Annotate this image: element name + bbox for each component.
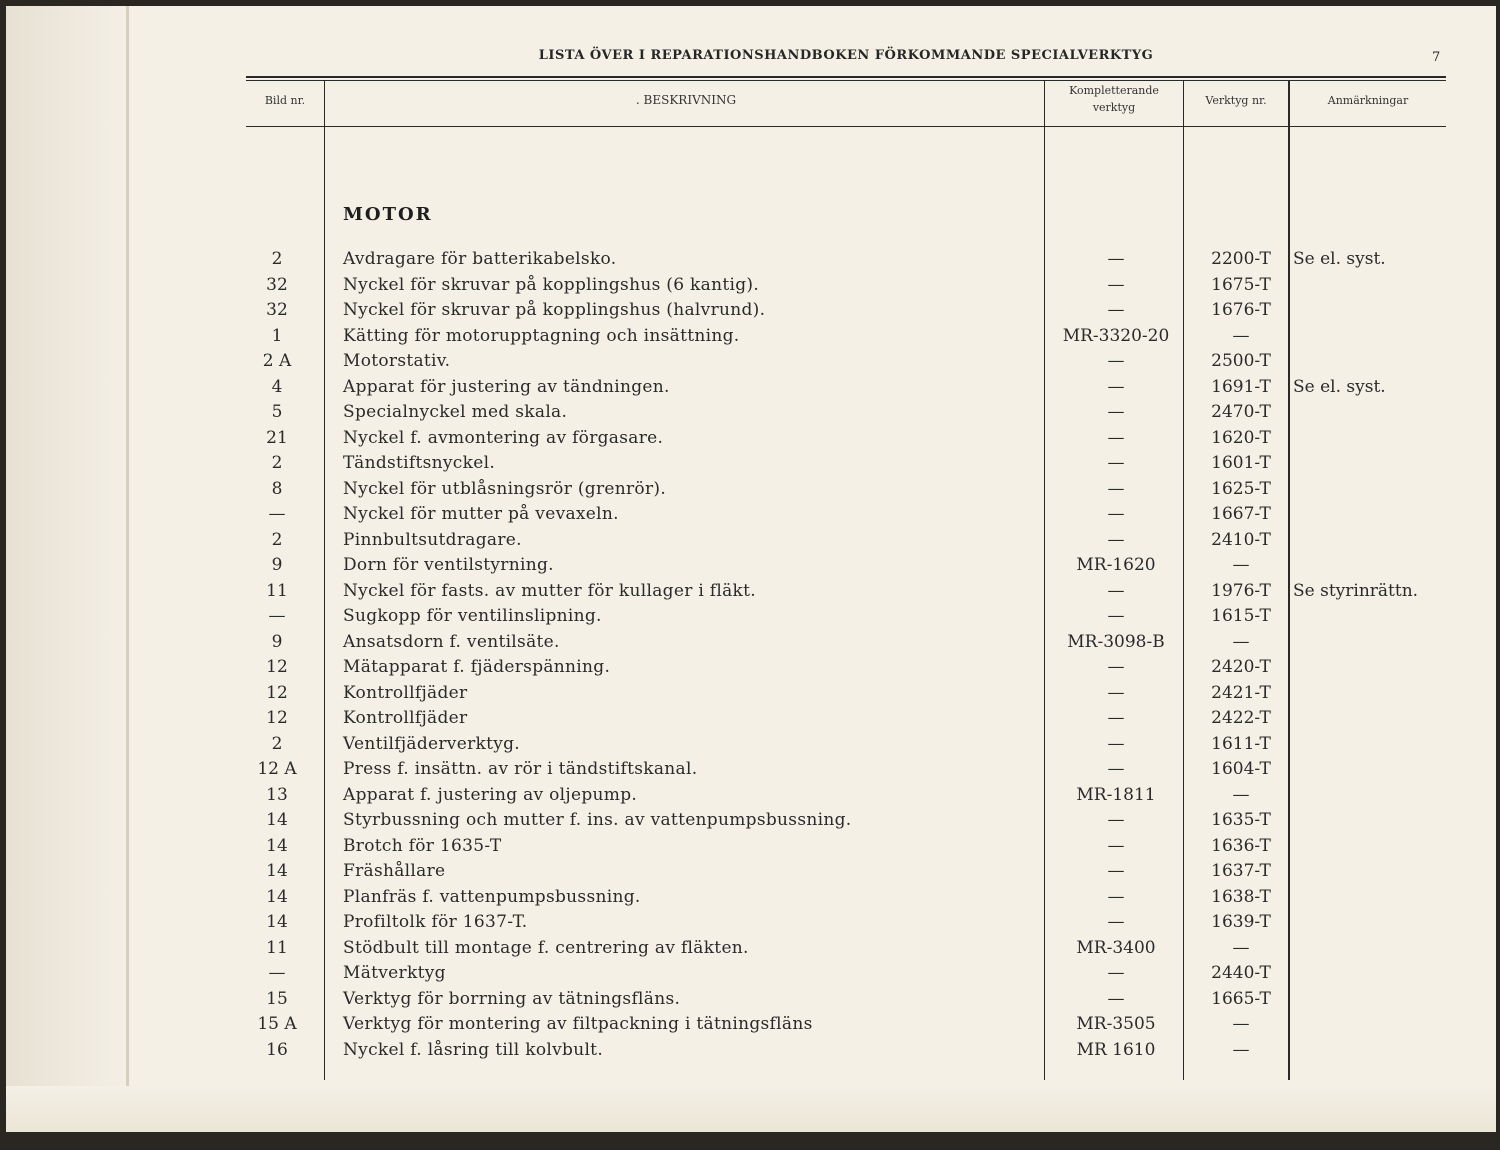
- table-row: [6, 555, 1496, 580]
- cell-anmarkning: Se el. syst.: [1293, 376, 1386, 397]
- table-row: [6, 836, 1496, 861]
- cell-verktyg-nr: 2440-T: [1211, 963, 1271, 983]
- cell-beskrivning: Ansatsdorn f. ventilsäte.: [343, 631, 560, 652]
- cell-verktyg-nr: 2421-T: [1211, 682, 1271, 703]
- cell-verktyg-nr: 1639-T: [1211, 912, 1271, 932]
- cell-beskrivning: Ventilfjäderverktyg.: [343, 733, 521, 754]
- cell-kompletterande: —: [1107, 606, 1125, 626]
- cell-beskrivning: Mätapparat f. fjäderspänning.: [343, 657, 611, 677]
- cell-verktyg-nr: 1665-T: [1211, 988, 1271, 1009]
- cell-bild-nr: 5: [271, 402, 283, 422]
- table-row: [6, 581, 1496, 606]
- cell-kompletterande: —: [1107, 274, 1125, 295]
- column-header-verktyg: Verktyg nr.: [1205, 94, 1267, 107]
- table-row: [6, 530, 1496, 555]
- cell-bild-nr: 14: [266, 810, 288, 830]
- cell-kompletterande: —: [1107, 861, 1125, 881]
- cell-beskrivning: Apparat f. justering av oljepump.: [343, 784, 638, 805]
- cell-bild-nr: 2: [271, 453, 283, 473]
- cell-kompletterande: —: [1107, 402, 1125, 422]
- cell-verktyg-nr: —: [1232, 631, 1250, 652]
- cell-anmarkning: Se el. syst.: [1293, 249, 1386, 269]
- cell-kompletterande: —: [1107, 886, 1125, 907]
- cell-kompletterande: —: [1107, 580, 1125, 601]
- cell-bild-nr: 12: [266, 708, 288, 728]
- cell-beskrivning: Mätverktyg: [343, 963, 446, 983]
- cell-verktyg-nr: 1691-T: [1211, 376, 1271, 397]
- cell-beskrivning: Kontrollfjäder: [343, 682, 468, 703]
- cell-kompletterande: —: [1107, 733, 1125, 754]
- cell-verktyg-nr: 2410-T: [1211, 529, 1271, 550]
- cell-bild-nr: 12: [266, 657, 288, 677]
- cell-beskrivning: Pinnbultsutdragare.: [343, 529, 522, 550]
- cell-beskrivning: Verktyg för montering av filtpackning i tätningsfläns: [343, 1014, 813, 1034]
- table-row: [6, 810, 1496, 835]
- cell-kompletterande: —: [1107, 835, 1125, 856]
- cell-bild-nr: —: [268, 504, 286, 524]
- cell-verktyg-nr: 2470-T: [1211, 402, 1271, 422]
- header-top-rule: [246, 76, 1446, 78]
- cell-beskrivning: Planfräs f. vattenpumpsbussning.: [343, 886, 641, 907]
- cell-beskrivning: Sugkopp för ventilinslipning.: [343, 606, 602, 626]
- cell-verktyg-nr: —: [1232, 555, 1250, 575]
- table-row: [6, 504, 1496, 529]
- table-row: [6, 326, 1496, 351]
- cell-beskrivning: Brotch för 1635-T: [343, 835, 502, 856]
- cell-bild-nr: 9: [271, 631, 283, 652]
- table-row: [6, 708, 1496, 733]
- table-row: [6, 275, 1496, 300]
- table-row: [6, 683, 1496, 708]
- cell-kompletterande: —: [1107, 249, 1125, 269]
- cell-beskrivning: Fräshållare: [343, 861, 446, 881]
- table-row: [6, 785, 1496, 810]
- cell-verktyg-nr: 2420-T: [1211, 657, 1271, 677]
- table-row: [6, 861, 1496, 886]
- cell-kompletterande: —: [1107, 504, 1125, 524]
- table-row: [6, 300, 1496, 325]
- table-row: [6, 351, 1496, 376]
- table-row: [6, 632, 1496, 657]
- cell-beskrivning: Press f. insättn. av rör i tändstiftskanal.: [343, 759, 698, 779]
- table-row: [6, 402, 1496, 427]
- column-header-anmarkningar: Anmärkningar: [1327, 94, 1409, 107]
- cell-kompletterande: —: [1107, 810, 1125, 830]
- cell-beskrivning: Apparat för justering av tändningen.: [343, 376, 670, 397]
- cell-beskrivning: Kätting för motorupptagning och insättning.: [343, 325, 740, 346]
- table-row: [6, 249, 1496, 274]
- cell-bild-nr: 14: [266, 861, 288, 881]
- table-row: [6, 428, 1496, 453]
- column-header-bild: Bild nr.: [264, 94, 306, 107]
- cell-beskrivning: Nyckel för skruvar på kopplingshus (halvrund).: [343, 300, 766, 320]
- cell-anmarkning: Se styrinrättn.: [1293, 580, 1419, 601]
- cell-beskrivning: Nyckel f. avmontering av förgasare.: [343, 427, 664, 448]
- cell-bild-nr: 4: [271, 376, 283, 397]
- cell-beskrivning: Specialnyckel med skala.: [343, 402, 568, 422]
- cell-verktyg-nr: 1676-T: [1211, 300, 1271, 320]
- cell-kompletterande: —: [1107, 376, 1125, 397]
- cell-verktyg-nr: 1635-T: [1211, 810, 1271, 830]
- cell-kompletterande: MR-1620: [1076, 555, 1156, 575]
- table-row: [6, 657, 1496, 682]
- cell-bild-nr: 2: [271, 249, 283, 269]
- cell-kompletterande: —: [1107, 657, 1125, 677]
- table-row: [6, 734, 1496, 759]
- cell-verktyg-nr: 2500-T: [1211, 351, 1271, 371]
- cell-kompletterande: MR-3098-B: [1067, 631, 1165, 652]
- cell-kompletterande: —: [1107, 300, 1125, 320]
- cell-bild-nr: 14: [266, 912, 288, 932]
- table-row: [6, 1040, 1496, 1065]
- cell-bild-nr: 21: [266, 427, 288, 448]
- cell-verktyg-nr: —: [1232, 937, 1250, 958]
- cell-verktyg-nr: 1667-T: [1211, 504, 1271, 524]
- cell-bild-nr: 2: [271, 733, 283, 754]
- cell-verktyg-nr: 1604-T: [1211, 759, 1271, 779]
- cell-verktyg-nr: —: [1232, 1014, 1250, 1034]
- cell-bild-nr: —: [268, 606, 286, 626]
- cell-verktyg-nr: 2200-T: [1211, 249, 1271, 269]
- cell-bild-nr: 15: [266, 988, 288, 1009]
- cell-kompletterande: MR 1610: [1076, 1039, 1156, 1060]
- cell-kompletterande: MR-3400: [1076, 937, 1156, 958]
- table-row: [6, 938, 1496, 963]
- cell-bild-nr: —: [268, 963, 286, 983]
- table-row: [6, 453, 1496, 478]
- cell-verktyg-nr: 1637-T: [1211, 861, 1271, 881]
- cell-verktyg-nr: 1601-T: [1211, 453, 1271, 473]
- section-title: MOTOR: [343, 204, 433, 225]
- cell-verktyg-nr: 1625-T: [1211, 478, 1271, 499]
- cell-bild-nr: 1: [271, 325, 283, 346]
- cell-bild-nr: 14: [266, 886, 288, 907]
- table-row: [6, 989, 1496, 1014]
- cell-kompletterande: MR-3320-20: [1062, 325, 1170, 346]
- cell-kompletterande: —: [1107, 427, 1125, 448]
- cell-beskrivning: Nyckel för mutter på vevaxeln.: [343, 504, 619, 524]
- cell-bild-nr: 2 A: [262, 351, 292, 371]
- table-row: [6, 377, 1496, 402]
- cell-beskrivning: Nyckel för fasts. av mutter för kullager i fläkt.: [343, 580, 756, 601]
- cell-kompletterande: —: [1107, 912, 1125, 932]
- header-bottom-rule: [246, 126, 1446, 127]
- cell-kompletterande: —: [1107, 351, 1125, 371]
- cell-beskrivning: Nyckel f. låsring till kolvbult.: [343, 1039, 604, 1060]
- cell-beskrivning: Stödbult till montage f. centrering av fläkten.: [343, 937, 749, 958]
- cell-bild-nr: 2: [271, 529, 283, 550]
- cell-bild-nr: 13: [266, 784, 288, 805]
- cell-beskrivning: Styrbussning och mutter f. ins. av vattenpumpsbussning.: [343, 810, 852, 830]
- cell-bild-nr: 9: [271, 555, 283, 575]
- page-number: 7: [1432, 50, 1441, 65]
- cell-bild-nr: 11: [266, 937, 288, 958]
- table-row: [6, 887, 1496, 912]
- column-header-komplett-line2: verktyg: [1092, 101, 1136, 114]
- cell-verktyg-nr: 1675-T: [1211, 274, 1271, 295]
- cell-bild-nr: 12: [266, 682, 288, 703]
- document-page: [6, 6, 1496, 1132]
- table-row: [6, 912, 1496, 937]
- cell-verktyg-nr: 2422-T: [1211, 708, 1271, 728]
- cell-verktyg-nr: —: [1232, 325, 1250, 346]
- cell-kompletterande: —: [1107, 478, 1125, 499]
- table-row: [6, 963, 1496, 988]
- cell-beskrivning: Avdragare för batterikabelsko.: [343, 249, 617, 269]
- cell-bild-nr: 15 A: [257, 1014, 297, 1034]
- cell-verktyg-nr: 1976-T: [1211, 580, 1271, 601]
- table-row: [6, 1014, 1496, 1039]
- cell-bild-nr: 14: [266, 835, 288, 856]
- cell-bild-nr: 11: [266, 580, 288, 601]
- cell-kompletterande: MR-1811: [1076, 784, 1156, 805]
- cell-bild-nr: 32: [266, 300, 288, 320]
- table-row: [6, 759, 1496, 784]
- cell-kompletterande: —: [1107, 988, 1125, 1009]
- cell-kompletterande: —: [1107, 453, 1125, 473]
- cell-kompletterande: —: [1107, 682, 1125, 703]
- cell-beskrivning: Nyckel för skruvar på kopplingshus (6 kantig).: [343, 274, 760, 295]
- cell-beskrivning: Verktyg för borrning av tätningsfläns.: [343, 988, 681, 1009]
- page-title: LISTA ÖVER I REPARATIONSHANDBOKEN FÖRKOMMANDE SPECIALVERKTYG: [538, 48, 1154, 63]
- cell-beskrivning: Kontrollfjäder: [343, 708, 468, 728]
- cell-verktyg-nr: 1638-T: [1211, 886, 1271, 907]
- cell-bild-nr: 32: [266, 274, 288, 295]
- cell-beskrivning: Motorstativ.: [343, 351, 451, 371]
- column-header-beskrivning: . BESKRIVNING: [635, 93, 737, 107]
- cell-beskrivning: Tändstiftsnyckel.: [343, 453, 496, 473]
- header-top-rule-thin: [246, 80, 1446, 81]
- cell-kompletterande: —: [1107, 708, 1125, 728]
- cell-kompletterande: —: [1107, 963, 1125, 983]
- cell-bild-nr: 16: [266, 1039, 288, 1060]
- cell-kompletterande: —: [1107, 529, 1125, 550]
- table-row: [6, 606, 1496, 631]
- cell-verktyg-nr: 1611-T: [1211, 733, 1271, 754]
- cell-verktyg-nr: —: [1232, 784, 1250, 805]
- page-bottom-edge: [6, 1086, 1496, 1132]
- cell-beskrivning: Dorn för ventilstyrning.: [343, 555, 554, 575]
- cell-bild-nr: 12 A: [257, 759, 297, 779]
- cell-beskrivning: Nyckel för utblåsningsrör (grenrör).: [343, 478, 667, 499]
- cell-verktyg-nr: 1620-T: [1211, 427, 1271, 448]
- cell-verktyg-nr: —: [1232, 1039, 1250, 1060]
- column-header-komplett-line1: Kompletterande: [1069, 84, 1159, 97]
- cell-bild-nr: 8: [271, 478, 283, 499]
- cell-kompletterande: MR-3505: [1076, 1014, 1156, 1034]
- cell-kompletterande: —: [1107, 759, 1125, 779]
- cell-verktyg-nr: 1615-T: [1211, 606, 1271, 626]
- table-row: [6, 479, 1496, 504]
- cell-beskrivning: Profiltolk för 1637-T.: [343, 912, 528, 932]
- cell-verktyg-nr: 1636-T: [1211, 835, 1271, 856]
